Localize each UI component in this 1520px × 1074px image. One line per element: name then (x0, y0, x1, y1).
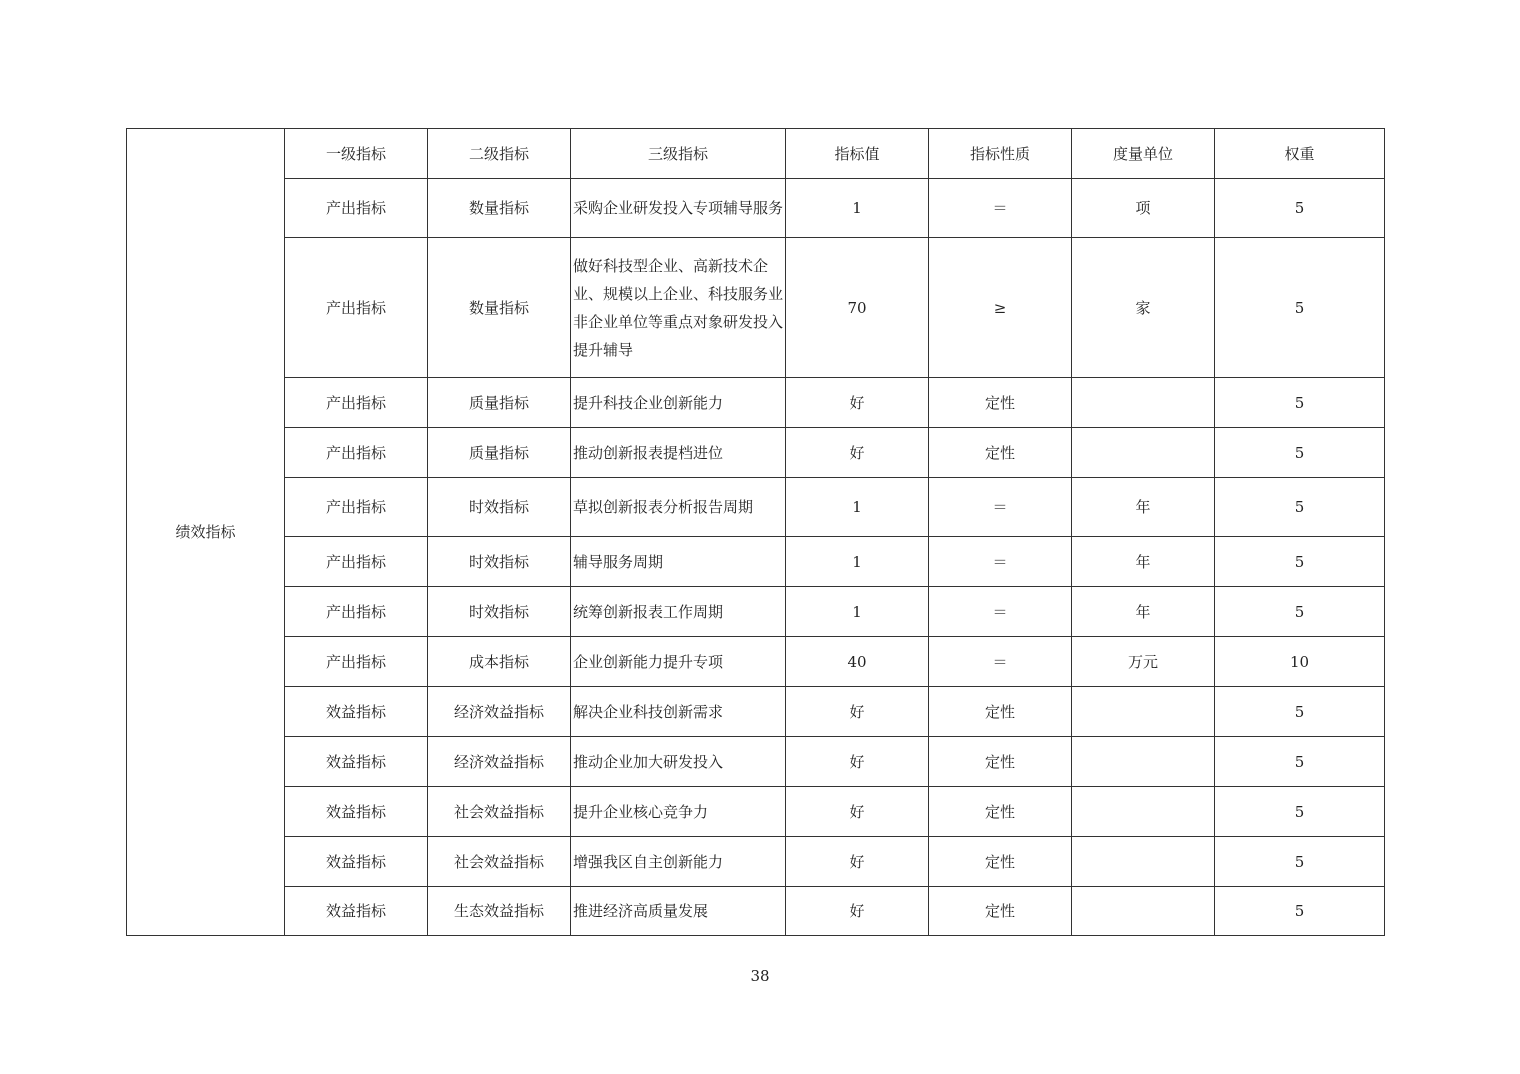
nature-cell: 定性 (929, 787, 1072, 837)
table-row (127, 737, 1385, 787)
level2-cell: 社会效益指标 (428, 787, 571, 837)
table-row (127, 238, 1385, 378)
nature-cell: ＝ (929, 587, 1072, 637)
weight-cell: 5 (1215, 478, 1385, 537)
level3-cell: 提升企业核心竞争力 (571, 787, 786, 837)
value-cell: 1 (786, 587, 929, 637)
level2-cell: 经济效益指标 (428, 737, 571, 787)
unit-cell: 项 (1072, 179, 1215, 238)
value-cell: 好 (786, 787, 929, 837)
table-row (127, 378, 1385, 428)
nature-cell: ≥ (929, 238, 1072, 378)
level1-cell: 效益指标 (285, 687, 428, 737)
table-row (127, 537, 1385, 587)
page-number: 38 (750, 967, 770, 985)
weight-cell: 5 (1215, 238, 1385, 378)
unit-cell (1072, 428, 1215, 478)
table-row (127, 887, 1385, 936)
weight-cell: 5 (1215, 537, 1385, 587)
value-cell: 好 (786, 687, 929, 737)
weight-cell: 5 (1215, 887, 1385, 936)
nature-cell: 定性 (929, 737, 1072, 787)
nature-cell: 定性 (929, 887, 1072, 936)
value-cell: 好 (786, 378, 929, 428)
level1-cell: 效益指标 (285, 787, 428, 837)
level1-cell: 产出指标 (285, 238, 428, 378)
weight-cell: 5 (1215, 378, 1385, 428)
header-value: 指标值 (786, 129, 929, 179)
level3-cell: 草拟创新报表分析报告周期 (571, 478, 786, 537)
level2-cell: 时效指标 (428, 587, 571, 637)
weight-cell: 5 (1215, 179, 1385, 238)
table-row (127, 637, 1385, 687)
level3-cell: 做好科技型企业、高新技术企业、规模以上企业、科技服务业非企业单位等重点对象研发投入提升辅导 (571, 238, 786, 378)
weight-cell: 10 (1215, 637, 1385, 687)
level1-cell: 产出指标 (285, 637, 428, 687)
level2-cell: 经济效益指标 (428, 687, 571, 737)
header-nature: 指标性质 (929, 129, 1072, 179)
nature-cell: 定性 (929, 837, 1072, 887)
side-label-cell: 绩效指标 (127, 129, 285, 936)
level2-cell: 生态效益指标 (428, 887, 571, 936)
unit-cell (1072, 887, 1215, 936)
level3-cell: 推动创新报表提档进位 (571, 428, 786, 478)
unit-cell: 年 (1072, 587, 1215, 637)
value-cell: 1 (786, 537, 929, 587)
level3-cell: 采购企业研发投入专项辅导服务 (571, 179, 786, 238)
level1-cell: 产出指标 (285, 478, 428, 537)
level2-cell: 成本指标 (428, 637, 571, 687)
weight-cell: 5 (1215, 428, 1385, 478)
table-row (127, 478, 1385, 537)
level1-cell: 效益指标 (285, 737, 428, 787)
weight-cell: 5 (1215, 687, 1385, 737)
level3-cell: 解决企业科技创新需求 (571, 687, 786, 737)
level2-cell: 时效指标 (428, 537, 571, 587)
level2-cell: 质量指标 (428, 378, 571, 428)
level3-cell: 提升科技企业创新能力 (571, 378, 786, 428)
level1-cell: 产出指标 (285, 179, 428, 238)
unit-cell: 万元 (1072, 637, 1215, 687)
weight-cell: 5 (1215, 837, 1385, 887)
table-row (127, 687, 1385, 737)
level1-cell: 效益指标 (285, 887, 428, 936)
header-level3: 三级指标 (571, 129, 786, 179)
unit-cell: 年 (1072, 537, 1215, 587)
table-row (127, 837, 1385, 887)
header-level1: 一级指标 (285, 129, 428, 179)
level1-cell: 产出指标 (285, 428, 428, 478)
level3-cell: 推动企业加大研发投入 (571, 737, 786, 787)
level3-cell: 统筹创新报表工作周期 (571, 587, 786, 637)
value-cell: 1 (786, 478, 929, 537)
unit-cell: 年 (1072, 478, 1215, 537)
level3-cell: 推进经济高质量发展 (571, 887, 786, 936)
value-cell: 好 (786, 737, 929, 787)
performance-indicator-table (126, 128, 1385, 936)
level2-cell: 数量指标 (428, 179, 571, 238)
header-weight: 权重 (1215, 129, 1385, 179)
unit-cell (1072, 787, 1215, 837)
weight-cell: 5 (1215, 787, 1385, 837)
level1-cell: 产出指标 (285, 587, 428, 637)
nature-cell: ＝ (929, 179, 1072, 238)
header-unit: 度量单位 (1072, 129, 1215, 179)
unit-cell (1072, 737, 1215, 787)
table-row (127, 787, 1385, 837)
level3-cell: 辅导服务周期 (571, 537, 786, 587)
level2-cell: 社会效益指标 (428, 837, 571, 887)
nature-cell: ＝ (929, 637, 1072, 687)
level1-cell: 产出指标 (285, 537, 428, 587)
unit-cell (1072, 687, 1215, 737)
level2-cell: 时效指标 (428, 478, 571, 537)
unit-cell (1072, 837, 1215, 887)
nature-cell: ＝ (929, 478, 1072, 537)
weight-cell: 5 (1215, 587, 1385, 637)
value-cell: 70 (786, 238, 929, 378)
level3-cell: 企业创新能力提升专项 (571, 637, 786, 687)
level3-cell: 增强我区自主创新能力 (571, 837, 786, 887)
nature-cell: ＝ (929, 537, 1072, 587)
table-row (127, 428, 1385, 478)
value-cell: 40 (786, 637, 929, 687)
nature-cell: 定性 (929, 378, 1072, 428)
header-level2: 二级指标 (428, 129, 571, 179)
value-cell: 1 (786, 179, 929, 238)
table-row (127, 587, 1385, 637)
level1-cell: 产出指标 (285, 378, 428, 428)
value-cell: 好 (786, 428, 929, 478)
table-row (127, 179, 1385, 238)
nature-cell: 定性 (929, 428, 1072, 478)
level2-cell: 数量指标 (428, 238, 571, 378)
weight-cell: 5 (1215, 737, 1385, 787)
unit-cell (1072, 378, 1215, 428)
unit-cell: 家 (1072, 238, 1215, 378)
level2-cell: 质量指标 (428, 428, 571, 478)
table-header-row (127, 129, 1385, 179)
nature-cell: 定性 (929, 687, 1072, 737)
value-cell: 好 (786, 837, 929, 887)
level1-cell: 效益指标 (285, 837, 428, 887)
value-cell: 好 (786, 887, 929, 936)
